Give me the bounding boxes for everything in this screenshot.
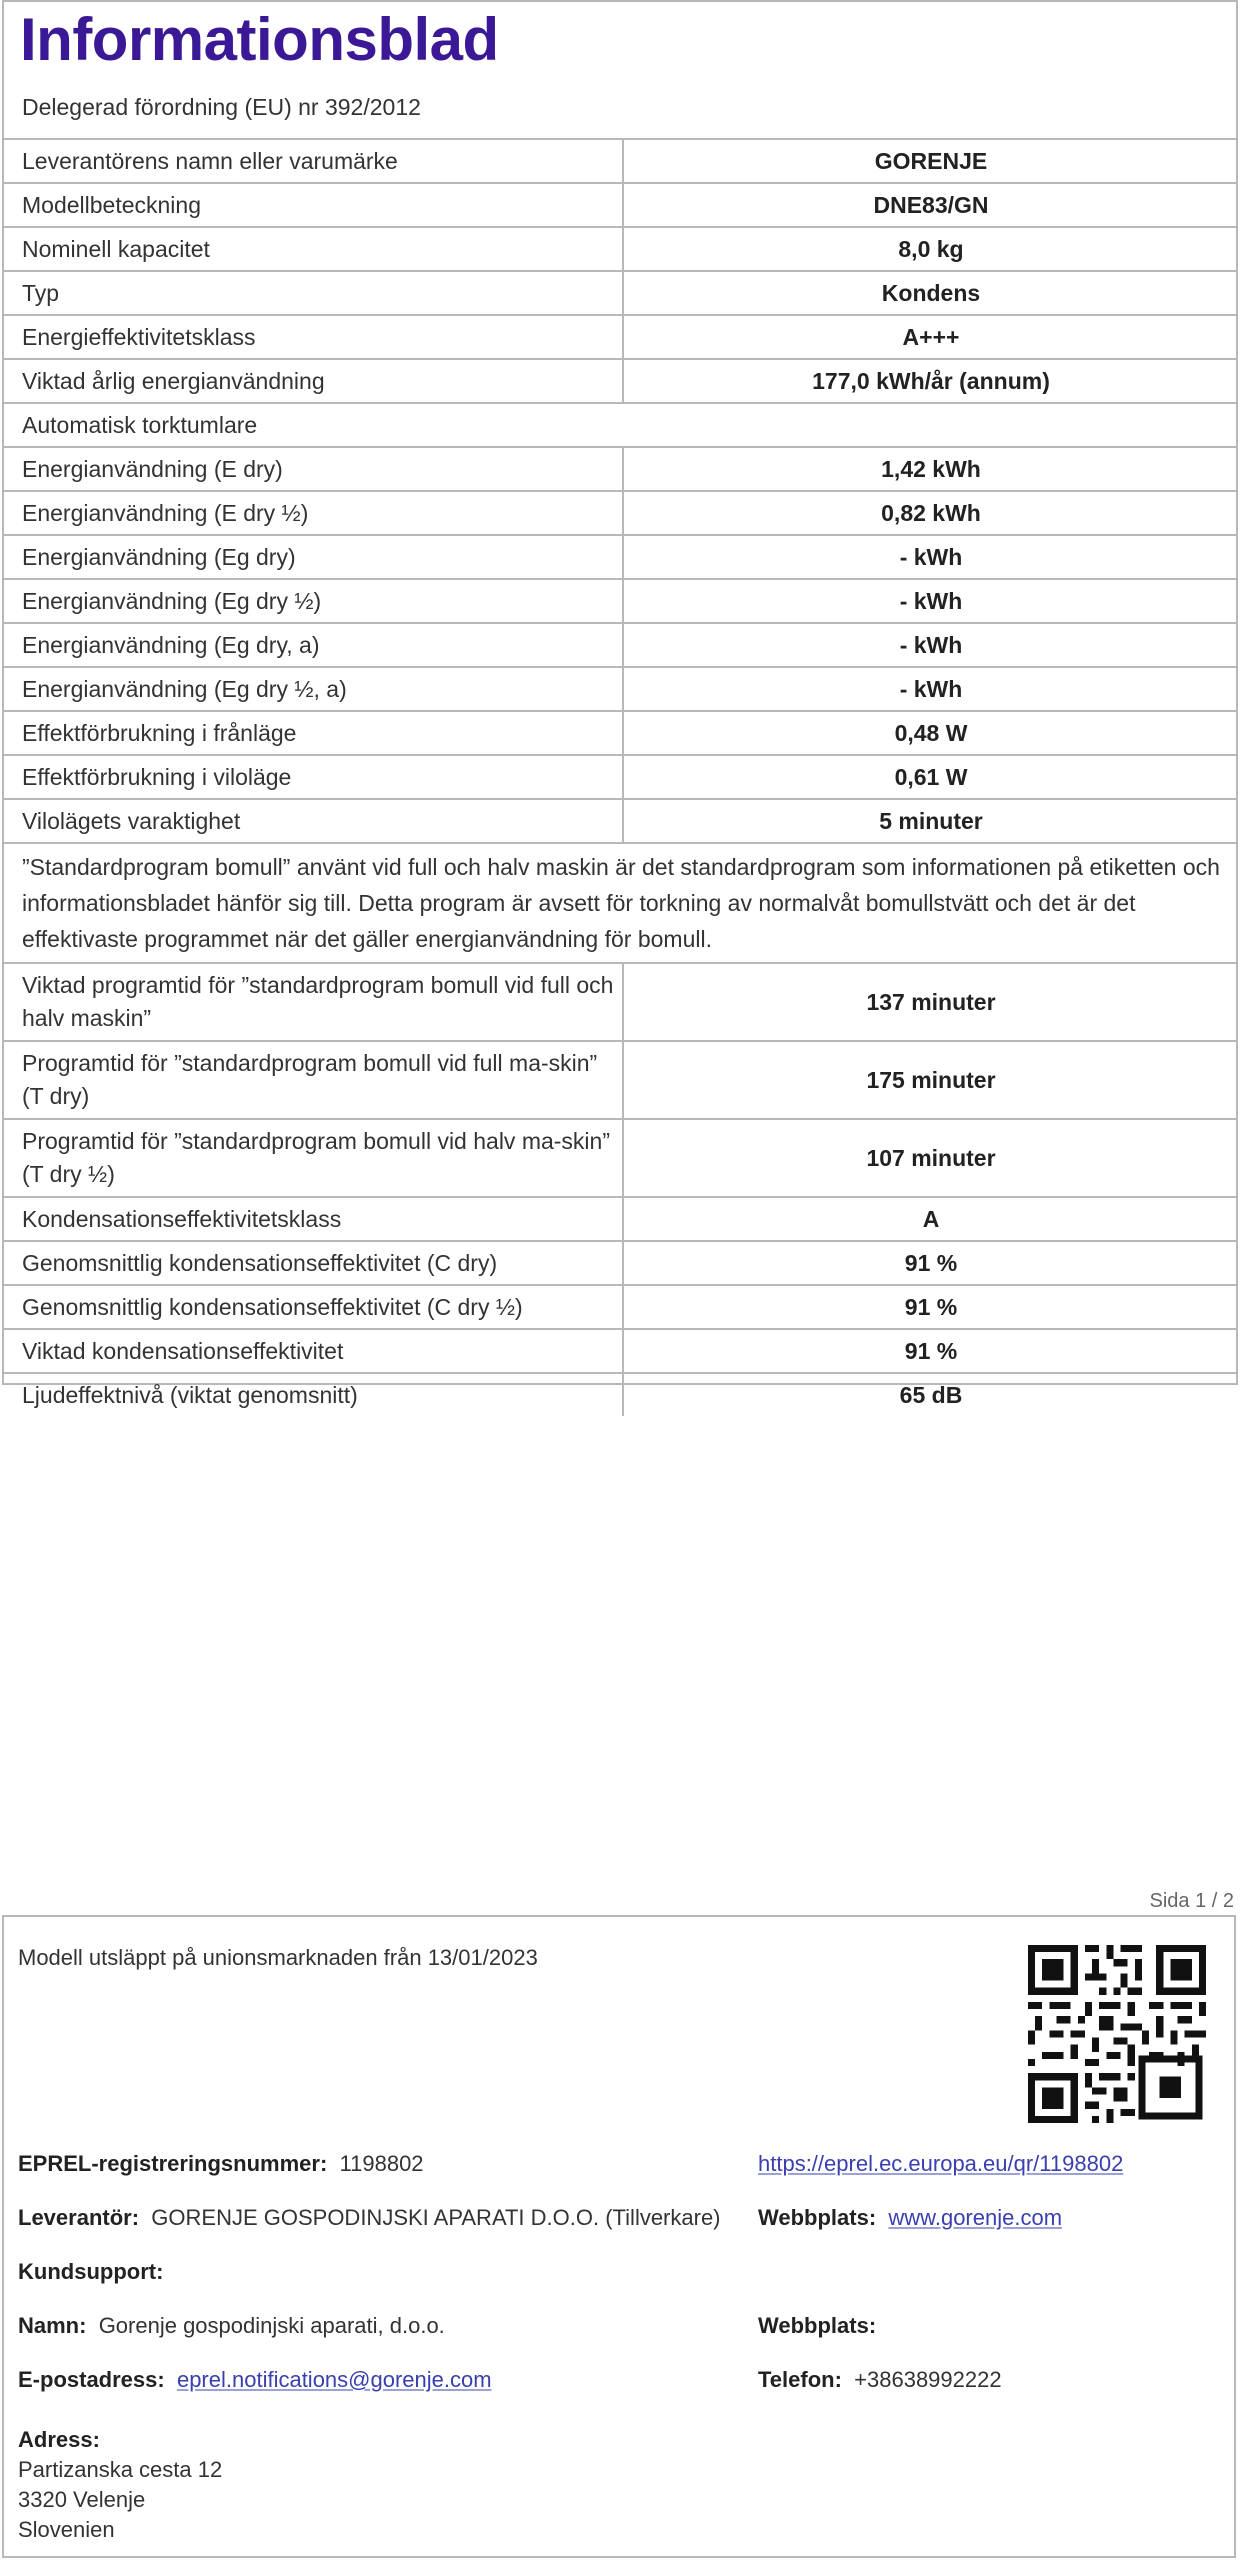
website2-line	[758, 2311, 876, 2341]
support-label: Kundsupport:	[18, 2259, 164, 2284]
eprel-link[interactable]: https://eprel.ec.europa.eu/qr/1198802	[758, 2151, 1124, 2176]
table-row	[4, 1285, 1238, 1329]
eprel-number: 1198802	[339, 2151, 424, 2176]
row-label: Vilolägets varaktighet	[4, 799, 623, 843]
row-value: 177,0 kWh/år (annum)	[623, 359, 1238, 403]
row-label: Viktad kondensationseffektivitet	[4, 1329, 623, 1373]
supplier-label: Leverantör:	[18, 2205, 140, 2230]
website-label: Webbplats:	[758, 2205, 877, 2230]
row-value: A+++	[623, 315, 1238, 359]
row-value: DNE83/GN	[623, 183, 1238, 227]
table-row	[4, 1373, 1238, 1416]
table-row	[4, 579, 1238, 623]
table-row	[4, 535, 1238, 579]
row-label: Effektförbrukning i viloläge	[4, 755, 623, 799]
row-value	[623, 403, 1238, 447]
row-value: 1,42 kWh	[623, 447, 1238, 491]
name-label: Namn:	[18, 2313, 87, 2338]
row-label: Energianvändning (E dry)	[4, 447, 623, 491]
row-label: Energieffektivitetsklass	[4, 315, 623, 359]
email-line	[18, 2365, 492, 2395]
row-value: 137 minuter	[623, 963, 1238, 1041]
table-row	[4, 755, 1238, 799]
row-value: GORENJE	[623, 139, 1238, 183]
row-value: - kWh	[623, 667, 1238, 711]
website2-label: Webbplats:	[758, 2313, 877, 2338]
table-row	[4, 403, 1238, 447]
row-value: 91 %	[623, 1285, 1238, 1329]
row-value: 8,0 kg	[623, 227, 1238, 271]
row-value: 91 %	[623, 1241, 1238, 1285]
row-value: 107 minuter	[623, 1119, 1238, 1197]
website-line	[758, 2203, 1062, 2233]
phone-label: Telefon:	[758, 2367, 842, 2392]
row-label: Effektförbrukning i frånläge	[4, 711, 623, 755]
row-label: Energianvändning (Eg dry, a)	[4, 623, 623, 667]
table-row	[4, 963, 1238, 1041]
address-line: Partizanska cesta 12	[18, 2457, 223, 2482]
row-label: Energianvändning (E dry ½)	[4, 491, 623, 535]
row-value: 91 %	[623, 1329, 1238, 1373]
row-label: Energianvändning (Eg dry ½, a)	[4, 667, 623, 711]
table-row	[4, 315, 1238, 359]
table-row	[4, 227, 1238, 271]
row-value: 0,48 W	[623, 711, 1238, 755]
row-label: Energianvändning (Eg dry ½)	[4, 579, 623, 623]
table-row	[4, 359, 1238, 403]
row-label: Viktad årlig energianvändning	[4, 359, 623, 403]
name-line	[18, 2311, 445, 2341]
row-label: Typ	[4, 271, 623, 315]
row-value: 0,82 kWh	[623, 491, 1238, 535]
table-row	[4, 623, 1238, 667]
address-block	[18, 2425, 222, 2545]
supplier-line	[18, 2203, 721, 2233]
row-label: Energianvändning (Eg dry)	[4, 535, 623, 579]
website-link[interactable]: www.gorenje.com	[888, 2205, 1063, 2230]
page-number: Sida 1 / 2	[1149, 1890, 1234, 1912]
regulation-subtitle: Delegerad förordning (EU) nr 392/2012	[22, 94, 421, 120]
row-label: Programtid för ”standardprogram bomull vid full ma-skin” (T dry)	[4, 1041, 623, 1119]
phone-line	[758, 2365, 1002, 2395]
address-label: Adress:	[18, 2427, 100, 2452]
table-row	[4, 1041, 1238, 1119]
table-row	[4, 1329, 1238, 1373]
row-value: A	[623, 1197, 1238, 1241]
table-row	[4, 491, 1238, 535]
spec-table	[4, 138, 1238, 1416]
row-value: - kWh	[623, 579, 1238, 623]
row-value: 65 dB	[623, 1373, 1238, 1416]
table-row	[4, 711, 1238, 755]
table-row	[4, 139, 1238, 183]
support-name: Gorenje gospodinjski aparati, d.o.o.	[98, 2313, 445, 2338]
email-label: E-postadress:	[18, 2367, 165, 2392]
eprel-registration	[18, 2149, 424, 2179]
information-sheet	[2, 0, 1238, 1408]
eprel-label: EPREL-registreringsnummer:	[18, 2151, 328, 2176]
address-line: 3320 Velenje	[18, 2487, 146, 2512]
row-label: Modellbeteckning	[4, 183, 623, 227]
qr-code-icon[interactable]	[1028, 1945, 1206, 2123]
table-row	[4, 447, 1238, 491]
table-row	[4, 1241, 1238, 1285]
phone-number: +38638992222	[854, 2367, 1002, 2392]
table-row	[4, 1119, 1238, 1197]
page-title: Informationsblad	[20, 6, 499, 73]
program-note: ”Standardprogram bomull” använt vid full och halv maskin är det standardprogram som informationen på etiketten och informationsbladet hänför sig till. Detta program är avsett för torkning av normalvåt bomullstvätt och det är det effektivaste programmet när det gäller energianvändning för bomull.	[4, 843, 1238, 963]
row-label: Nominell kapacitet	[4, 227, 623, 271]
row-value: - kWh	[623, 623, 1238, 667]
address-line: Slovenien	[18, 2517, 115, 2542]
table-row	[4, 183, 1238, 227]
market-date: Modell utsläppt på unionsmarknaden från 13/01/2023	[18, 1945, 538, 1970]
row-label: Ljudeffektnivå (viktat genomsnitt)	[4, 1373, 623, 1416]
table-row	[4, 271, 1238, 315]
row-label: Genomsnittlig kondensationseffektivitet (C dry ½)	[4, 1285, 623, 1329]
table-row	[4, 667, 1238, 711]
support-heading	[18, 2257, 163, 2287]
row-label: Viktad programtid för ”standardprogram bomull vid full och halv maskin”	[4, 963, 623, 1041]
row-label: Genomsnittlig kondensationseffektivitet (C dry)	[4, 1241, 623, 1285]
row-value: Kondens	[623, 271, 1238, 315]
row-label: Kondensationseffektivitetsklass	[4, 1197, 623, 1241]
table-row	[4, 799, 1238, 843]
row-label: Programtid för ”standardprogram bomull vid halv ma-skin” (T dry ½)	[4, 1119, 623, 1197]
row-value: 0,61 W	[623, 755, 1238, 799]
row-value: 5 minuter	[623, 799, 1238, 843]
supplier-name: GORENJE GOSPODINJSKI APARATI D.O.O. (Tillverkare)	[151, 2205, 721, 2230]
email-link[interactable]: eprel.notifications@gorenje.com	[176, 2367, 492, 2392]
row-label: Leverantörens namn eller varumärke	[4, 139, 623, 183]
row-value: 175 minuter	[623, 1041, 1238, 1119]
table-row	[4, 1197, 1238, 1241]
table-row	[4, 843, 1238, 963]
row-label: Automatisk torktumlare	[4, 403, 623, 447]
supplier-info-box	[2, 1915, 1236, 2558]
row-value: - kWh	[623, 535, 1238, 579]
